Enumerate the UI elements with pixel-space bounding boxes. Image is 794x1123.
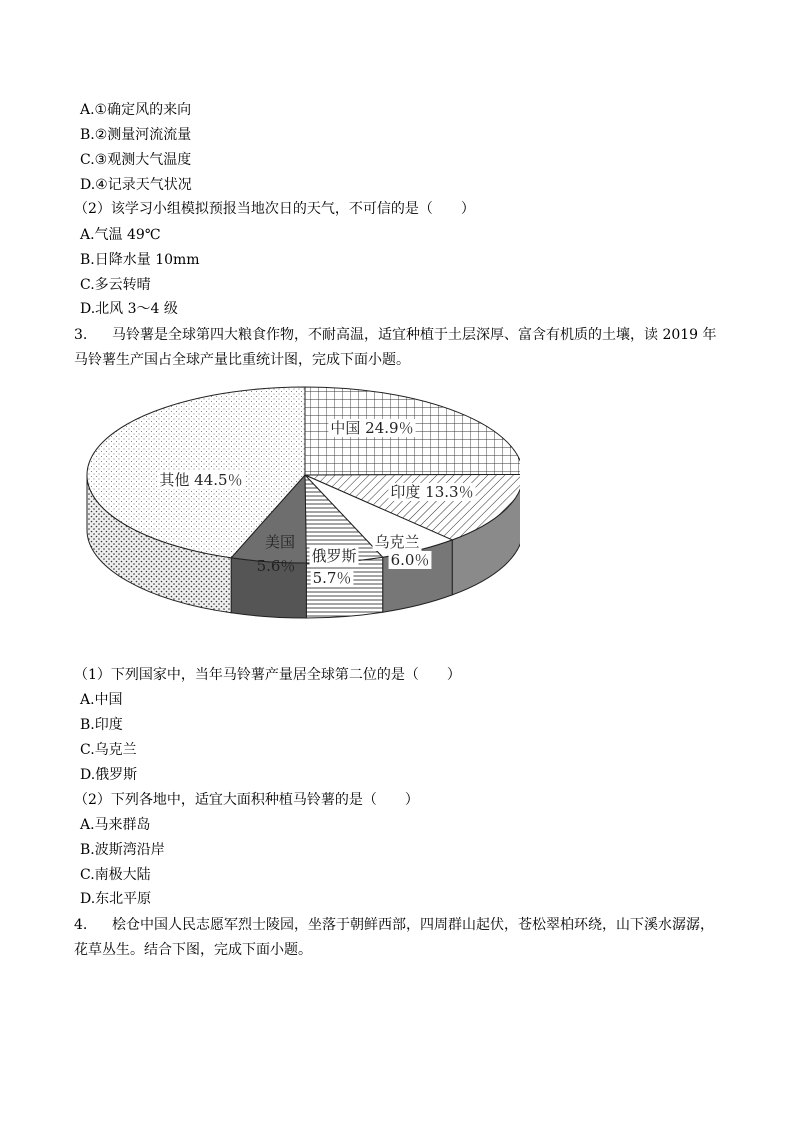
q2-subquestion-2: （2）该学习小组模拟预报当地次日的天气，不可信的是（ ） — [74, 201, 475, 217]
pie-label-乌克兰-value: 6.0％ — [390, 551, 430, 569]
q3-number: 3. — [74, 327, 88, 343]
q2-2-option-c: C.多云转晴 — [80, 277, 151, 293]
pie-label-其他: 其他 44.5％ — [159, 471, 243, 489]
q3-stem-line1: 马铃薯是全球第四大粮食作物，不耐高温，适宜种植于土层深厚、富含有机质的土壤，读 2019 年 — [112, 327, 717, 343]
q2-option-c: C.③观测大气温度 — [80, 152, 192, 168]
pie-label-俄罗斯-value: 5.7％ — [312, 569, 352, 587]
q2-option-b: B.②测量河流流量 — [80, 127, 192, 143]
q3-1-option-d: D.俄罗斯 — [80, 767, 138, 783]
pie-label-美国-name: 美国 — [264, 533, 296, 551]
pie-label-乌克兰-name: 乌克兰 — [374, 533, 420, 551]
pie-label-印度: 印度 13.3％ — [390, 483, 474, 501]
q3-2-option-a: A.马来群岛 — [80, 817, 151, 833]
pie-side-俄罗斯 — [306, 557, 382, 618]
pie-label-中国: 中国 24.9％ — [330, 419, 414, 437]
q2-option-d: D.④记录天气状况 — [80, 177, 192, 193]
q3-subquestion-1: （1）下列国家中，当年马铃薯产量居全球第二位的是（ ） — [74, 667, 461, 683]
potato-production-pie-chart — [70, 375, 520, 647]
q2-option-a: A.①确定风的来向 — [80, 102, 192, 118]
q2-2-option-a: A.气温 49℃ — [80, 227, 161, 243]
pie-label-美国-value: 5.6％ — [256, 557, 296, 575]
q3-2-option-b: B.波斯湾沿岸 — [80, 842, 165, 858]
q4-stem-line2: 花草丛生。结合下图，完成下面小题。 — [74, 942, 312, 958]
q3-stem-line2: 马铃薯生产国占全球产量比重统计图，完成下面小题。 — [74, 352, 410, 368]
q4-number: 4. — [74, 917, 88, 933]
q4-stem-line1: 桧仓中国人民志愿军烈士陵园，坐落于朝鲜西部，四周群山起伏，苍松翠柏环绕，山下溪水潺潺， — [112, 917, 714, 933]
pie-label-俄罗斯-name: 俄罗斯 — [311, 547, 357, 565]
q3-1-option-c: C.乌克兰 — [80, 742, 137, 758]
q3-1-option-b: B.印度 — [80, 717, 123, 733]
q3-subquestion-2: （2）下列各地中，适宜大面积种植马铃薯的是（ ） — [74, 792, 419, 808]
q3-1-option-a: A.中国 — [80, 692, 123, 708]
q3-2-option-c: C.南极大陆 — [80, 867, 151, 883]
q2-2-option-b: B.日降水量 10mm — [80, 252, 200, 268]
q2-2-option-d: D.北风 3～4 级 — [80, 301, 178, 317]
q3-2-option-d: D.东北平原 — [80, 891, 152, 907]
